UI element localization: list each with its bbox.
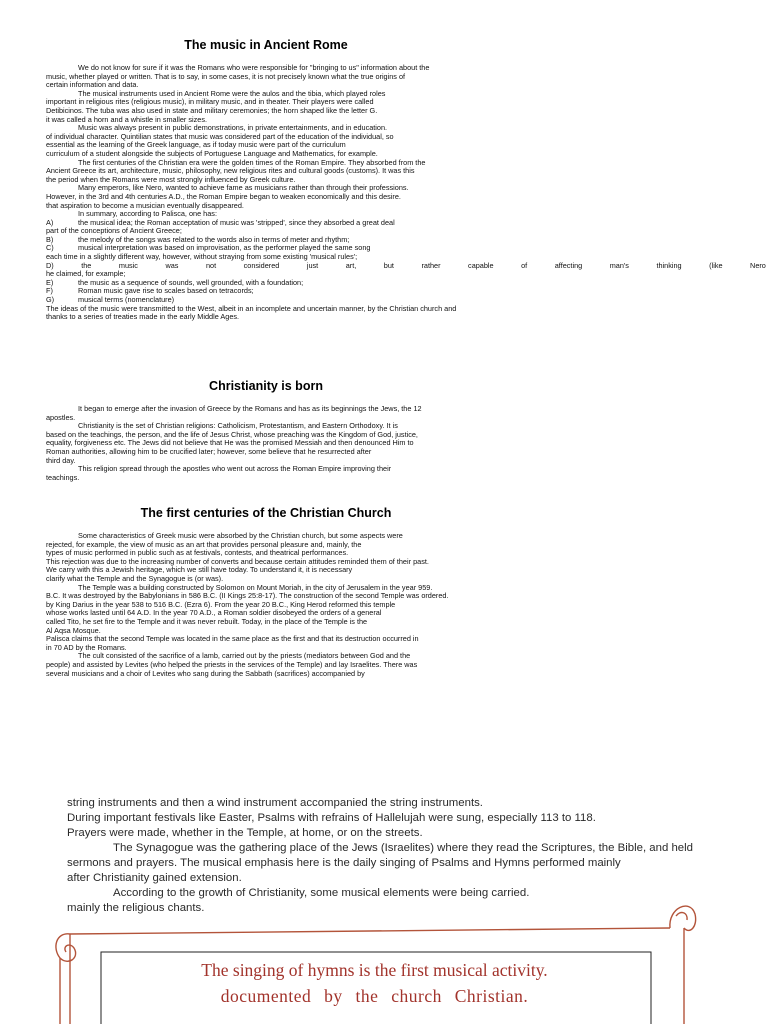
- list-item: A) the musical idea; the Roman acceptation of music was 'stripped', since they absorbed a great deal: [46, 217, 395, 227]
- justified-word: music: [118, 260, 138, 270]
- list-item: part of the conceptions of Ancient Greece;: [46, 226, 182, 236]
- justified-word: rather: [421, 260, 441, 270]
- justified-word: Nero: [750, 260, 766, 270]
- section-title-ancient-rome: The music in Ancient Rome: [184, 38, 348, 52]
- list-item: G) musical terms (nomenclature): [46, 295, 175, 305]
- justified-word: capable: [468, 260, 494, 270]
- section-title-christian-church: The first centuries of the Christian Church: [140, 506, 392, 520]
- list-item: B) the melody of the songs was related to the words also in terms of meter and rhythm;: [46, 234, 350, 244]
- justified-word: considered: [243, 260, 280, 270]
- list-item: F) Roman music gave rise to scales based on tetracords;: [46, 286, 254, 296]
- justified-word: D): [46, 260, 54, 270]
- justified-word: of: [521, 260, 528, 270]
- list-item: E) the music as a sequence of sounds, well grounded, with a foundation;: [46, 277, 304, 287]
- section-body-christianity: It began to emerge after the invasion of Greece by the Romans and has as its beginnings the Jews, the 12 apostles. Christianity is the set of Christian religions: Catholicism, Protestantism, and Eastern Orthodoxy. It is based on the teachings, the person, and the life of Jesus Christ, whose preaching was the Kingdom of God, justice, equality, forgiveness etc. The Jews did not believe that He was the promised Messiah and then denounced Him to Roman authorities, allowing him to be crucified later; however, some believe that he resurrected after third day. This religion spread through the apostles who went out across the Roman Empire improving their teachings.: [46, 404, 422, 482]
- justified-word: was: [165, 260, 179, 270]
- scroll-caption-line-2: documented by the church Christian.: [220, 986, 529, 1006]
- justified-word: affecting: [554, 260, 583, 270]
- scroll-caption: [102, 957, 647, 1009]
- continuation-body: string instruments and then a wind instrument accompanied the string instruments. During important festivals like Easter, Psalms with refrains of Hallelujah were sung, especially 113 to 118. Prayers were made, whether in the Temple, at home, or on the streets. The Synagogue was the gathering place of the Jews (Israelites) where they read the Scriptures, the Bible, and held sermons and prayers. The musical emphasis here is the daily singing of Psalms and Hymns performed mainly after Christianity gained extension. According to the growth of Christianity, some musical elements were being carried. mainly the religious chants.: [67, 797, 693, 914]
- justified-word: the: [81, 260, 92, 270]
- justified-word: art,: [345, 260, 357, 270]
- justified-word: (like: [709, 260, 723, 270]
- section-title-christianity: Christianity is born: [209, 379, 323, 393]
- justified-word: man's: [609, 260, 629, 270]
- justified-word: just: [306, 260, 319, 270]
- section-body-ancient-rome: We do not know for sure if it was the Romans who were responsible for "bringing to us" information about the music, whether played or written. That is to say, in some cases, it is not precisely known what the true origins of certain information and data. The musical instruments used in Ancient Rome were the aulos and the tibia, which played roles important in religious rites (religious music), in military music, and in theater. Their players were called Detibicinos. The tuba was also used in state and military ceremonies; the horn shaped like the letter G. it was called a horn and a whistle in smaller sizes. Music was always present in public demonstrations, in private entertainments, and in education. of individual character. Quintilian states that music was considered part of the education of the individual, so essential as the learning of the Greek language, as if today music were part of the curriculum curriculum of a student alongside the subjects of Portuguese Language and Mathematics, for example. The first centuries of the Christian era were the golden times of the Roman Empire. They absorbed from the Ancient Greece its art, architecture, music, philosophy, new religious rites and cultural goods (customs). It was this the period when the Romans were most strongly influenced by Greek culture. Many emperors, like Nero, wanted to achieve fame as musicians rather than through their professions. However, in the 3rd and 4th centuries A.D., the Roman Empire began to weaken economically and this desire. that aspiration to become a musician eventually disappeared. In summary, according to Palisca, one has: A) the musical idea; the Roman acceptation of music was 'stripped', since they absorbed a great deal part of the conceptions of Ancient Greece; B) the melody of the songs was related to the words also in terms of meter and rhythm; C) musical interpretation was based on improvisation, as the performer played the same song each time in a slightly different way, however, without straying from some existing 'musical rules'; D) the music was not considered just art, but rather capable of affecting man's thinking (like Nero he claimed, for example; E) the music as a sequence of sounds, well grounded, with a foundation; F) Roman music gave rise to scales based on tetracords; G) musical terms (nomenclature) The ideas of the music were transmitted to the West, albeit in an incomplete and uncertain manner, by the Christian church and thanks to a series of treaties made in the early Middle Ages.: [46, 63, 766, 322]
- list-item: C) musical interpretation was based on improvisation, as the performer played the same song: [46, 243, 371, 253]
- scroll-caption-line-1: The singing of hymns is the first musical activity.: [201, 960, 548, 980]
- list-item: he claimed, for example;: [46, 269, 126, 279]
- justified-word: thinking: [656, 260, 682, 270]
- justified-word: not: [205, 260, 217, 270]
- section-body-christian-church: Some characteristics of Greek music were absorbed by the Christian church, but some aspects were rejected, for example, the view of music as an art that provides personal pleasure and, mainly, the types of music performed in public such as at festivals, contests, and theatrical performances. This rejection was due to the increasing number of converts and because certain attitudes reminded them of their past. We carry with this a Jewish heritage, which we still have today. To understand it, it is necessary clarify what the Temple and the Synagogue is (or was). The Temple was a building constructed by Solomon on Mount Moriah, in the city of Jerusalem in the year 959. B.C. It was destroyed by the Babylonians in 586 B.C. (II Kings 25:8-17). The construction of the second Temple was ordered. by King Darius in the year 538 to 516 B.C. (Ezra 6). From the year 20 B.C., King Herod reformed this temple whose works lasted until 64 A.D. In the year 70 A.D., a Roman soldier disobeyed the orders of a general called Tito, he set fire to the Temple and it was never rebuilt. Today, in the place of the Temple is the Al Aqsa Mosque. Palisca claims that the second Temple was located in the same place as the first and that its destruction occurred in in 70 AD by the Romans. The cult consisted of the sacrifice of a lamb, carried out by the priests (mediators between God and the people) and assisted by Levites (who helped the priests in the services of the Temple) and lay Israelites. There was several musicians and a choir of Levites who sang during the Sabbath (sacrifices) accompanied by: [46, 531, 449, 678]
- list-item: each time in a slightly different way, however, without straying from some existing 'musical rules';: [46, 252, 358, 262]
- justified-word: but: [383, 260, 394, 270]
